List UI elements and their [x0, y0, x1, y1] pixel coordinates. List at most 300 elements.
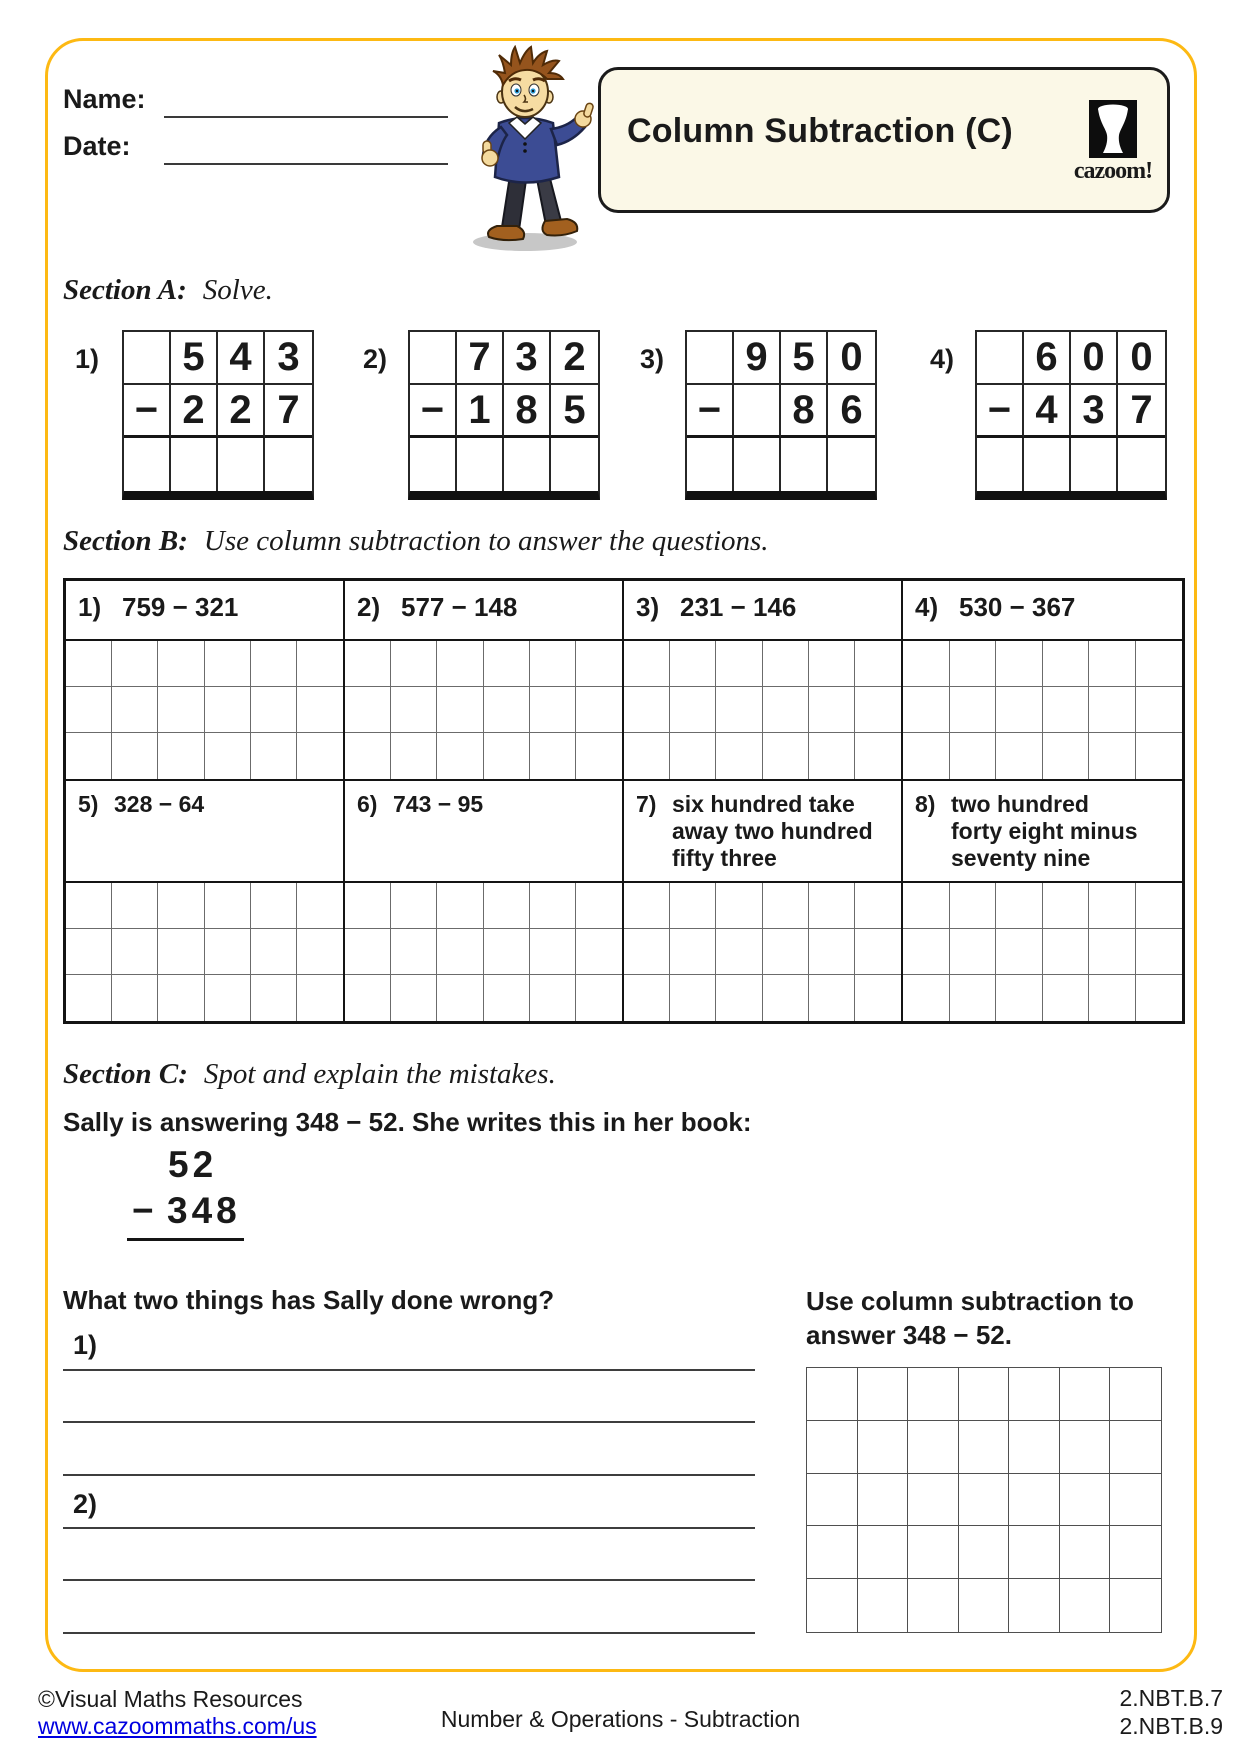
work-cell	[903, 975, 950, 1021]
category-text: Number & Operations - Subtraction	[440, 1706, 801, 1732]
work-cell	[908, 1368, 959, 1421]
work-cell	[807, 1368, 858, 1421]
worksheet-title: Column Subtraction (C)	[627, 112, 1013, 150]
work-cell	[297, 641, 343, 686]
work-cell	[1136, 687, 1183, 732]
standards-block	[1119, 1684, 1223, 1740]
work-cell	[763, 883, 809, 928]
work-cell	[391, 929, 437, 974]
work-cell	[158, 733, 204, 779]
subtraction-problem	[363, 330, 613, 530]
digit-cell: 6	[828, 385, 875, 438]
work-cell	[576, 641, 622, 686]
work-cell	[1110, 1526, 1161, 1579]
digit-cell: 9	[734, 332, 781, 385]
question-number: 5)	[78, 791, 99, 817]
work-cell	[530, 975, 576, 1021]
work-cell	[807, 1421, 858, 1474]
digit-cell: 5	[551, 385, 598, 438]
problem-number: 1)	[75, 344, 100, 374]
work-cell	[530, 929, 576, 974]
work-cell	[807, 1579, 858, 1632]
work-cell	[624, 975, 670, 1021]
work-row	[345, 687, 622, 733]
work-cell	[670, 733, 716, 779]
work-row	[903, 883, 1182, 929]
work-cell	[251, 929, 297, 974]
work-cell	[950, 641, 997, 686]
question-cell	[66, 779, 343, 883]
work-row	[345, 883, 622, 929]
answer-cell	[410, 438, 457, 491]
name-label: Name:	[63, 84, 146, 114]
work-cell	[716, 733, 762, 779]
answer-line	[63, 1579, 755, 1581]
work-cell	[1009, 1421, 1060, 1474]
work-cell	[345, 929, 391, 974]
column-subtraction-grid	[975, 330, 1167, 500]
work-cell	[903, 929, 950, 974]
work-cell	[1089, 929, 1136, 974]
work-cell	[908, 1579, 959, 1632]
use-column-prompt: Use column subtraction to answer 348 − 52.	[806, 1286, 1134, 1351]
digit-cell: −	[977, 385, 1024, 438]
answer-cell	[171, 438, 218, 491]
question-text-line: 530 − 367	[959, 592, 1076, 622]
work-cell	[996, 975, 1043, 1021]
work-cell	[624, 883, 670, 928]
work-cell	[996, 687, 1043, 732]
problem-number: 3)	[640, 344, 665, 374]
work-cell	[1060, 1421, 1111, 1474]
work-cell	[66, 687, 112, 732]
work-cell	[345, 975, 391, 1021]
work-cell	[1089, 687, 1136, 732]
digit-cell: 2	[171, 385, 218, 438]
work-cell	[763, 733, 809, 779]
work-cell	[112, 929, 158, 974]
answer-cell	[457, 438, 504, 491]
work-cell	[66, 929, 112, 974]
work-cell	[1043, 733, 1090, 779]
work-cell	[908, 1474, 959, 1527]
question-column	[624, 581, 903, 1021]
work-cell	[297, 929, 343, 974]
digit-cell: 2	[551, 332, 598, 385]
work-cell	[855, 641, 901, 686]
work-row	[66, 883, 343, 929]
work-cell	[950, 929, 997, 974]
work-cell	[1043, 641, 1090, 686]
work-cell	[1136, 883, 1183, 928]
work-cell	[855, 687, 901, 732]
question-text-line: 759 − 321	[122, 592, 239, 622]
work-cell	[297, 733, 343, 779]
work-row	[624, 733, 901, 779]
work-cell	[908, 1421, 959, 1474]
work-cell	[858, 1421, 909, 1474]
digit-cell: 3	[265, 332, 312, 385]
work-cell	[112, 883, 158, 928]
work-cell	[391, 641, 437, 686]
work-cell	[112, 687, 158, 732]
cazoom-logo-text: cazoom!	[1073, 158, 1153, 184]
work-cell	[437, 641, 483, 686]
work-cell	[391, 883, 437, 928]
work-cell	[996, 733, 1043, 779]
question-number: 8)	[915, 791, 936, 817]
question-cell	[624, 779, 901, 883]
work-cell	[1009, 1368, 1060, 1421]
work-cell	[484, 641, 530, 686]
work-cell	[1043, 883, 1090, 928]
work-cell	[670, 975, 716, 1021]
section-c-heading	[63, 1058, 556, 1091]
answer-cell	[781, 438, 828, 491]
digit-cell: −	[410, 385, 457, 438]
work-cell	[158, 929, 204, 974]
work-cell	[1110, 1368, 1161, 1421]
answer-cell	[504, 438, 551, 491]
work-cell	[855, 883, 901, 928]
work-row	[66, 929, 343, 975]
digit-cell: 3	[1071, 385, 1118, 438]
work-cell	[484, 687, 530, 732]
work-cell	[391, 687, 437, 732]
section-b-label: Section B:	[63, 525, 188, 557]
question-column	[345, 581, 624, 1021]
work-row	[66, 975, 343, 1021]
work-cell	[950, 687, 997, 732]
answer-line	[63, 1369, 755, 1371]
question-text	[672, 791, 873, 872]
work-cell	[1060, 1579, 1111, 1632]
question-number: 7)	[636, 791, 657, 817]
digit-cell: 6	[1024, 332, 1071, 385]
work-cell	[484, 733, 530, 779]
question-number: 2)	[357, 592, 381, 622]
question-text	[122, 593, 238, 622]
question-number: 3)	[636, 592, 660, 622]
work-row	[624, 687, 901, 733]
work-cell	[158, 641, 204, 686]
question-text-line: away two hundred	[672, 818, 873, 845]
digit-cell: 7	[457, 332, 504, 385]
answer-number: 2)	[73, 1489, 98, 1519]
djembe-drum-icon	[1093, 103, 1133, 155]
answer-line	[63, 1632, 755, 1634]
answer-cell	[1071, 438, 1118, 491]
website-link[interactable]: www.cazoommaths.com/us	[38, 1713, 317, 1739]
work-cell	[345, 733, 391, 779]
work-cell	[205, 883, 251, 928]
work-cell	[576, 975, 622, 1021]
work-cell	[855, 975, 901, 1021]
digit-cell	[977, 332, 1024, 385]
digit-cell: 8	[504, 385, 551, 438]
work-cell	[809, 733, 855, 779]
work-row	[624, 929, 901, 975]
work-row	[624, 883, 901, 929]
work-cell	[624, 687, 670, 732]
question-text-line: six hundred take	[672, 791, 855, 817]
work-cell	[763, 641, 809, 686]
section-b-table	[63, 578, 1185, 1024]
work-cell	[763, 929, 809, 974]
digit-cell	[124, 332, 171, 385]
answer-cell	[1024, 438, 1071, 491]
work-cell	[437, 975, 483, 1021]
work-cell	[959, 1421, 1010, 1474]
work-cell	[158, 975, 204, 1021]
work-cell	[716, 929, 762, 974]
work-cell	[1110, 1474, 1161, 1527]
work-cell	[66, 641, 112, 686]
section-a-heading	[63, 274, 273, 307]
work-cell	[484, 883, 530, 928]
work-cell	[670, 929, 716, 974]
work-cell	[1089, 641, 1136, 686]
section-c-label: Section C:	[63, 1058, 188, 1090]
work-cell	[530, 687, 576, 732]
work-cell	[112, 733, 158, 779]
work-cell	[1110, 1421, 1161, 1474]
section-a-instruction: Solve.	[202, 274, 273, 306]
subtraction-problem	[640, 330, 890, 530]
section-b-instruction: Use column subtraction to answer the questions.	[203, 525, 769, 557]
title-box	[598, 67, 1170, 213]
work-row	[345, 929, 622, 975]
question-text-line: fifty three	[672, 845, 777, 872]
question-text-line: forty eight minus	[951, 818, 1138, 845]
digit-cell: 5	[171, 332, 218, 385]
work-cell	[950, 975, 997, 1021]
question-cell	[903, 779, 1182, 883]
work-cell	[1009, 1579, 1060, 1632]
question-text	[951, 791, 1138, 872]
work-cell	[158, 687, 204, 732]
work-cell	[670, 687, 716, 732]
work-cell	[66, 975, 112, 1021]
work-cell	[484, 929, 530, 974]
name-write-line	[164, 116, 448, 118]
question-cell	[624, 581, 901, 641]
work-cell	[716, 641, 762, 686]
sally-bottom-number: 348	[167, 1190, 241, 1231]
question-text-line: two hundred	[951, 791, 1089, 817]
work-cell	[716, 687, 762, 732]
sally-intro-text: Sally is answering 348 − 52. She writes this in her book:	[63, 1107, 752, 1137]
work-cell	[959, 1526, 1010, 1579]
work-cell	[1136, 975, 1183, 1021]
mascot-boy-illustration	[445, 45, 617, 253]
work-cell	[576, 883, 622, 928]
question-number: 6)	[357, 791, 378, 817]
question-text	[680, 593, 796, 622]
work-cell	[903, 687, 950, 732]
answer-cell	[828, 438, 875, 491]
sally-answer-rule	[127, 1238, 244, 1241]
work-row	[624, 975, 901, 1021]
question-cell	[345, 779, 622, 883]
digit-cell: 7	[265, 385, 312, 438]
work-cell	[908, 1526, 959, 1579]
work-cell	[391, 733, 437, 779]
work-cell	[437, 733, 483, 779]
answer-cell	[1118, 438, 1165, 491]
work-cell	[1110, 1579, 1161, 1632]
work-row	[903, 687, 1182, 733]
digit-cell: 0	[1071, 332, 1118, 385]
work-cell	[1089, 733, 1136, 779]
answer-cell	[977, 438, 1024, 491]
work-cell	[716, 975, 762, 1021]
work-cell	[205, 929, 251, 974]
work-cell	[1043, 929, 1090, 974]
answer-cell	[265, 438, 312, 491]
work-cell	[1136, 641, 1183, 686]
work-cell	[809, 975, 855, 1021]
work-cell	[345, 883, 391, 928]
digit-cell: 5	[781, 332, 828, 385]
work-cell	[66, 883, 112, 928]
work-cell	[1009, 1474, 1060, 1527]
column-subtraction-grid	[408, 330, 600, 500]
answer-number: 1)	[73, 1330, 98, 1360]
digit-cell	[734, 385, 781, 438]
work-cell	[1060, 1368, 1111, 1421]
digit-cell: −	[124, 385, 171, 438]
digit-cell: 4	[218, 332, 265, 385]
question-cell	[66, 581, 343, 641]
digit-cell: −	[687, 385, 734, 438]
section-a-label: Section A:	[63, 274, 187, 306]
question-text-line: 231 − 146	[680, 592, 797, 622]
work-cell	[858, 1579, 909, 1632]
work-row	[903, 733, 1182, 779]
subtraction-problem	[930, 330, 1180, 530]
question-text-line: 328 − 64	[114, 791, 205, 817]
work-cell	[950, 883, 997, 928]
digit-cell: 7	[1118, 385, 1165, 438]
work-cell	[959, 1579, 1010, 1632]
work-row	[66, 733, 343, 779]
sally-minus-sign: −	[132, 1190, 154, 1231]
question-column	[903, 581, 1182, 1021]
work-cell	[1089, 883, 1136, 928]
work-cell	[763, 687, 809, 732]
section-c-instruction: Spot and explain the mistakes.	[203, 1058, 556, 1090]
digit-cell: 8	[781, 385, 828, 438]
problem-number: 4)	[930, 344, 955, 374]
column-subtraction-grid	[685, 330, 877, 500]
question-text	[114, 791, 204, 818]
work-cell	[251, 641, 297, 686]
work-cell	[437, 883, 483, 928]
question-text-line: 743 − 95	[393, 791, 484, 817]
work-row	[345, 641, 622, 687]
work-cell	[66, 733, 112, 779]
work-cell	[903, 641, 950, 686]
work-cell	[1089, 975, 1136, 1021]
work-cell	[484, 975, 530, 1021]
mistake-question: What two things has Sally done wrong?	[63, 1285, 555, 1315]
work-cell	[716, 883, 762, 928]
work-cell	[996, 641, 1043, 686]
work-row	[66, 687, 343, 733]
work-cell	[996, 929, 1043, 974]
work-cell	[903, 733, 950, 779]
answer-cell	[218, 438, 265, 491]
work-cell	[858, 1368, 909, 1421]
digit-cell	[410, 332, 457, 385]
answer-cell	[124, 438, 171, 491]
work-row	[903, 929, 1182, 975]
work-cell	[855, 929, 901, 974]
question-number: 1)	[78, 592, 102, 622]
cazoom-logo	[1089, 100, 1137, 158]
work-cell	[251, 687, 297, 732]
work-cell	[576, 687, 622, 732]
column-subtraction-grid	[122, 330, 314, 500]
question-text-line: seventy nine	[951, 845, 1091, 872]
digit-cell: 1	[457, 385, 504, 438]
work-cell	[624, 929, 670, 974]
work-cell	[297, 975, 343, 1021]
work-cell	[855, 733, 901, 779]
work-cell	[251, 883, 297, 928]
work-row	[903, 641, 1182, 687]
answer-line	[63, 1421, 755, 1423]
work-cell	[903, 883, 950, 928]
work-cell	[112, 975, 158, 1021]
work-cell	[530, 641, 576, 686]
work-cell	[530, 883, 576, 928]
date-label: Date:	[63, 131, 131, 161]
work-cell	[530, 733, 576, 779]
work-cell	[809, 929, 855, 974]
digit-cell	[687, 332, 734, 385]
question-text-line: 577 − 148	[401, 592, 518, 622]
work-cell	[858, 1474, 909, 1527]
digit-cell: 4	[1024, 385, 1071, 438]
digit-cell: 0	[1118, 332, 1165, 385]
work-row	[345, 733, 622, 779]
standard-code: 2.NBT.B.7	[1119, 1685, 1223, 1711]
work-cell	[437, 687, 483, 732]
sally-top-number: 52	[168, 1144, 218, 1185]
work-cell	[205, 975, 251, 1021]
work-cell	[1043, 687, 1090, 732]
work-cell	[205, 641, 251, 686]
work-cell	[1136, 733, 1183, 779]
work-cell	[1060, 1474, 1111, 1527]
work-cell	[959, 1474, 1010, 1527]
work-cell	[670, 641, 716, 686]
work-row	[66, 641, 343, 687]
work-cell	[1043, 975, 1090, 1021]
answer-line	[63, 1474, 755, 1476]
work-cell	[624, 641, 670, 686]
work-cell	[205, 687, 251, 732]
subtraction-problem	[75, 330, 325, 530]
work-cell	[624, 733, 670, 779]
standard-code: 2.NBT.B.9	[1119, 1713, 1223, 1740]
work-cell	[576, 733, 622, 779]
work-cell	[391, 975, 437, 1021]
work-cell	[297, 883, 343, 928]
digit-cell: 0	[828, 332, 875, 385]
